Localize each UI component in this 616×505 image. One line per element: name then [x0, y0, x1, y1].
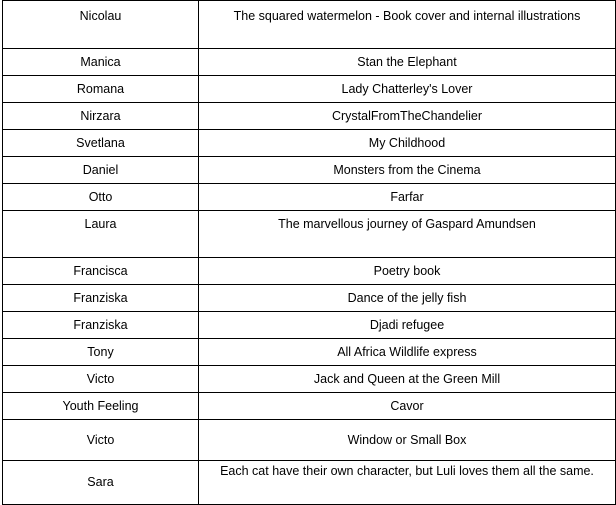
title-cell: CrystalFromTheChandelier [199, 103, 616, 130]
name-cell: Sara [3, 461, 199, 505]
title-cell: Dance of the jelly fish [199, 285, 616, 312]
table-row [3, 157, 616, 184]
title-cell: My Childhood [199, 130, 616, 157]
name-cell: Otto [3, 184, 199, 211]
table-row [3, 285, 616, 312]
name-cell: Manica [3, 49, 199, 76]
table-row [3, 339, 616, 366]
name-cell: Daniel [3, 157, 199, 184]
table-row [3, 49, 616, 76]
table-row [3, 461, 616, 505]
name-cell: Youth Feeling [3, 393, 199, 420]
title-cell: Farfar [199, 184, 616, 211]
title-cell: Each cat have their own character, but Luli loves them all the same. [199, 461, 616, 505]
table-row [3, 258, 616, 285]
name-cell: Romana [3, 76, 199, 103]
table-row [3, 211, 616, 258]
table-row [3, 420, 616, 461]
title-cell: Monsters from the Cinema [199, 157, 616, 184]
title-cell: Stan the Elephant [199, 49, 616, 76]
table-row [3, 312, 616, 339]
title-cell: Poetry book [199, 258, 616, 285]
title-cell: Cavor [199, 393, 616, 420]
name-cell: Nicolau [3, 1, 199, 49]
entries-table [2, 0, 616, 505]
name-cell: Victo [3, 366, 199, 393]
title-cell: The marvellous journey of Gaspard Amundsen [199, 211, 616, 258]
name-cell: Victo [3, 420, 199, 461]
name-cell: Franziska [3, 285, 199, 312]
table-row [3, 130, 616, 157]
table-row [3, 76, 616, 103]
title-cell: All Africa Wildlife express [199, 339, 616, 366]
title-cell: Window or Small Box [199, 420, 616, 461]
table-row [3, 366, 616, 393]
name-cell: Svetlana [3, 130, 199, 157]
table-row [3, 393, 616, 420]
name-cell: Franziska [3, 312, 199, 339]
name-cell: Nirzara [3, 103, 199, 130]
name-cell: Francisca [3, 258, 199, 285]
title-cell: Djadi refugee [199, 312, 616, 339]
name-cell: Tony [3, 339, 199, 366]
table-row [3, 184, 616, 211]
name-cell: Laura [3, 211, 199, 258]
title-cell: Jack and Queen at the Green Mill [199, 366, 616, 393]
table-row [3, 103, 616, 130]
table-row [3, 1, 616, 49]
title-cell: Lady Chatterley's Lover [199, 76, 616, 103]
title-cell: The squared watermelon - Book cover and internal illustrations [199, 1, 616, 49]
